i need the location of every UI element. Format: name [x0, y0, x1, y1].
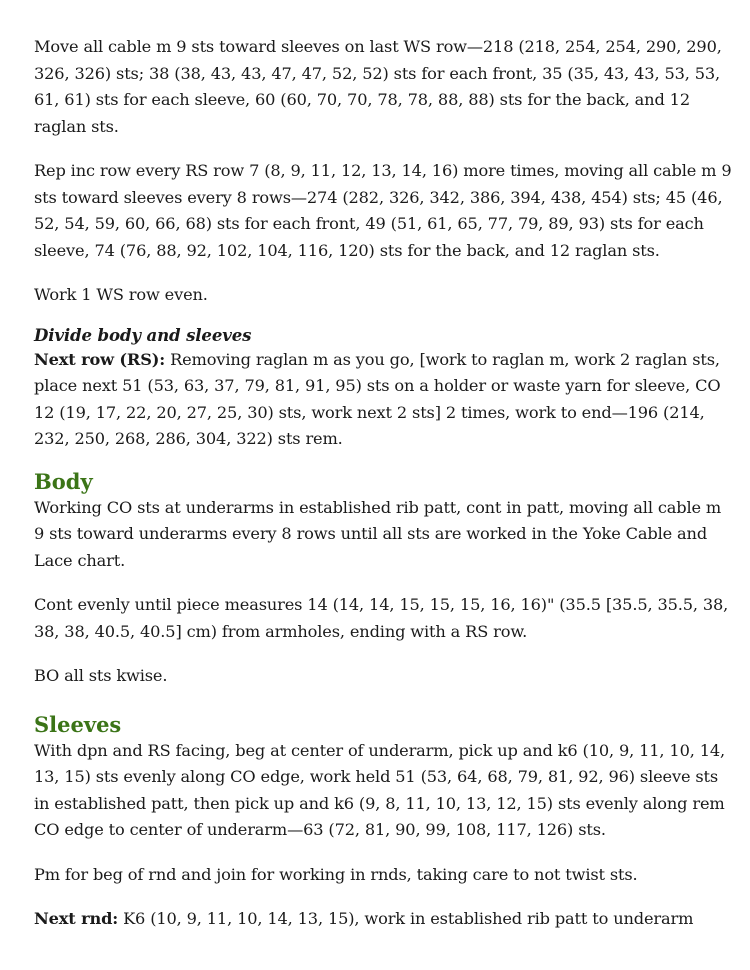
- divide-text: Removing raglan m as you go, [work to raglan m, work 2 raglan sts, place next 51 (53, 63, 37, 79, 81, 91, 95) sts on a holder or waste yarn for sleeve, CO 12 (19, 17, 22, 20, 27, 25, 30) sts, work next 2 sts] 2 times, work to end—196 (214, 232, 250, 268, 286, 304, 322) sts rem.: [34, 349, 721, 448]
- lead-next-row: Next row (RS):: [34, 349, 166, 369]
- next-rnd-text: K6 (10, 9, 11, 10, 14, 13, 15), work in established rib patt to underarm: [118, 909, 694, 928]
- lead-next-rnd: Next rnd:: [34, 909, 119, 928]
- paragraph-body-1: Working CO sts at underarms in established rib patt, cont in patt, moving all cable m 9 sts toward underarms every 8 rows until all sts are worked in the Yoke Cable and Lace chart.: [34, 497, 722, 570]
- paragraph-divide: [34, 347, 732, 453]
- paragraph-rep-inc: Rep inc row every RS row 7 (8, 9, 11, 12, 13, 14, 16) more times, moving all cable m 9 sts toward sleeves every 8 rows—274 (282, 326, 342, 386, 394, 438, 454) sts; 45 (46, 52, 54, 59, 60, 66, 68) sts for each front, 49 (51, 61, 65, 77, 79, 89, 93) sts for each sleeve, 74 (76, 88, 92, 102, 104, 116, 120) sts for the back, and 12 raglan sts.: [34, 161, 732, 260]
- paragraph-work-ws: Work 1 WS row even.: [34, 285, 208, 304]
- paragraph-sleeves-1: With dpn and RS facing, beg at center of underarm, pick up and k6 (10, 9, 11, 10, 14, 13, 15) sts evenly along CO edge, work held 51 (53, 64, 68, 79, 81, 92, 96) sleeve sts in established patt, then pick up and k6 (9, 8, 11, 10, 13, 12, 15) sts evenly along rem CO edge to center of underarm—63 (72, 81, 90, 99, 108, 117, 126) sts.: [34, 740, 726, 839]
- paragraph-next-rnd: [34, 906, 732, 933]
- paragraph-body-3: BO all sts kwise.: [34, 666, 168, 685]
- paragraph-body-2: Cont evenly until piece measures 14 (14, 14, 15, 15, 15, 16, 16)" (35.5 [35.5, 35.5, 38, 38, 38, 40.5, 40.5] cm) from armholes, ending with a RS row.: [34, 595, 729, 641]
- paragraph-cable-move: Move all cable m 9 sts toward sleeves on last WS row—218 (218, 254, 254, 290, 290, 326, 326) sts; 38 (38, 43, 43, 47, 47, 52, 52) sts for each front, 35 (35, 43, 43, 53, 53, 61, 61) sts for each sleeve, 60 (60, 70, 70, 78, 78, 88, 88) sts for the back, and 12 raglan sts.: [34, 37, 722, 136]
- subheading-divide: Divide body and sleeves: [34, 324, 252, 345]
- heading-sleeves: Sleeves: [34, 711, 122, 737]
- heading-body: Body: [34, 468, 93, 494]
- paragraph-sleeves-2: Pm for beg of rnd and join for working in rnds, taking care to not twist sts.: [34, 864, 638, 884]
